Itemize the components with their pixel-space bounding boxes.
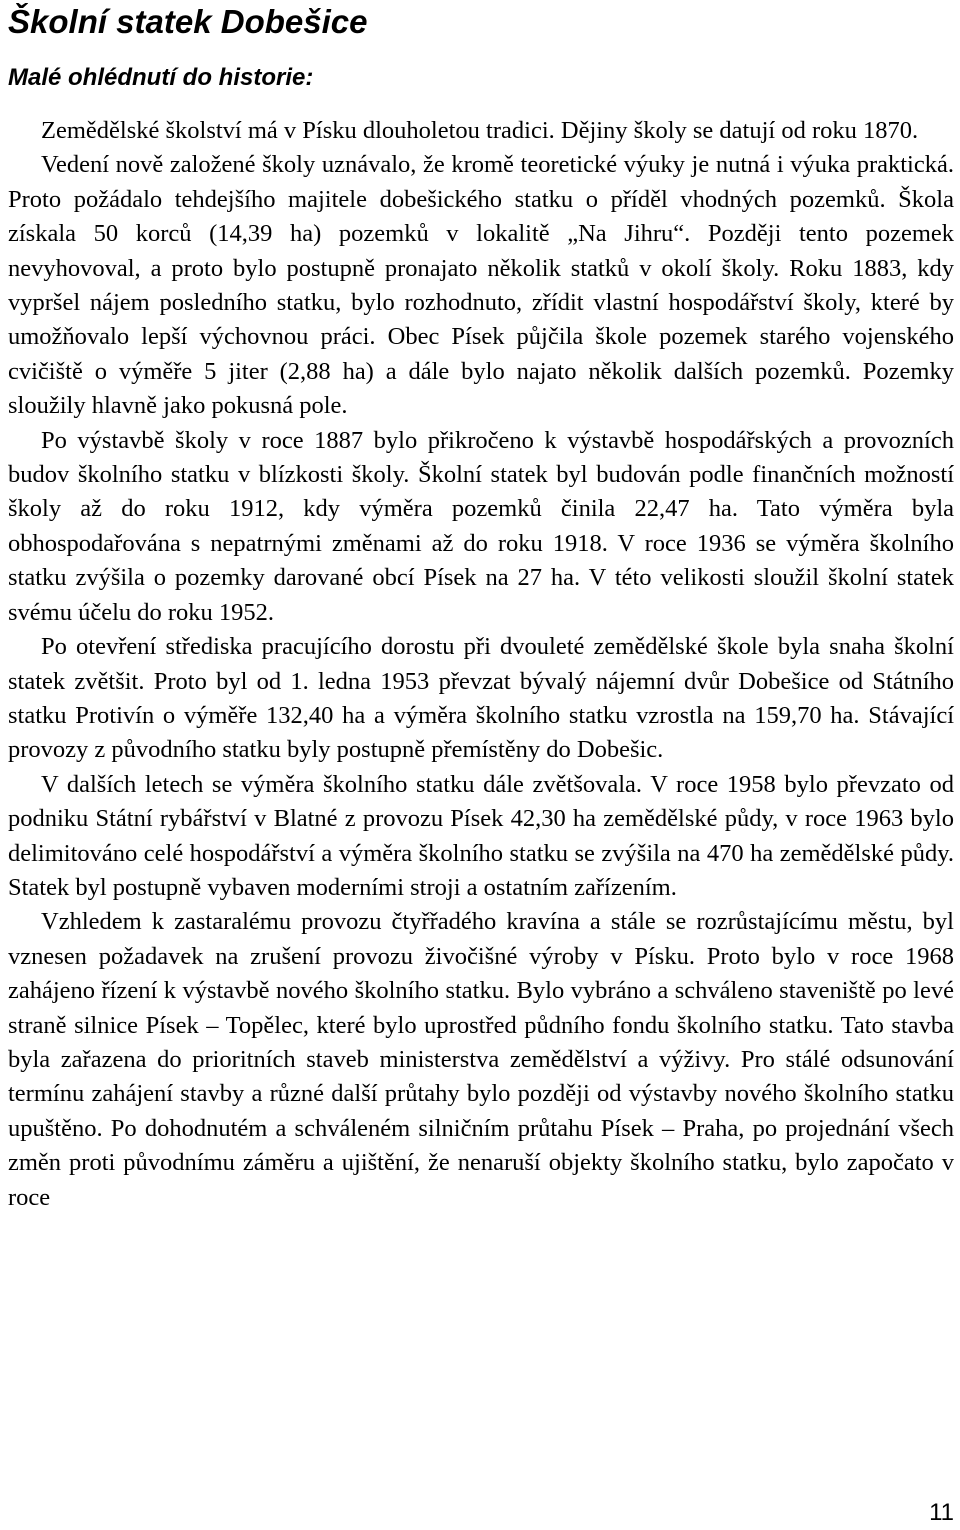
paragraph: Po výstavbě školy v roce 1887 bylo přikročeno k výstavbě hospodářských a provozních budov školního statku v blízkosti školy. Školní statek byl budován podle finančních možností školy až do roku 1912, kdy výměra pozemků činila 22,47 ha. Tato výměra byla obhospodařována s nepatrnými změnami až do roku 1918. V roce 1936 se výměra školního statku zvýšila o pozemky darované obcí Písek na 27 ha. V této velikosti sloužil školní statek svému účelu do roku 1952. — [8, 426, 954, 626]
document-title: Školní statek Dobešice — [8, 3, 368, 40]
paragraph: Zemědělské školství má v Písku dlouholetou tradici. Dějiny školy se datují od roku 1870. — [41, 117, 919, 144]
paragraph: Vedení nově založené školy uznávalo, že kromě teoretické výuky je nutná i výuka praktická. Proto požádalo tehdejšího majitele dobešického statku o příděl vhodných pozemků. Škola získala 50 korců (14,39 ha) pozemků v lokalitě „Na Jihru“. Později tento pozemek nevyhovoval, a proto bylo postupně pronajato několik statků v okolí školy. Roku 1883, kdy vypršel nájem posledního statku, bylo rozhodnuto, zřídit vlastní hospodářství školy, které by umožňovalo lepší výchovnou práci. Obec Písek půjčila škole pozemek starého vojenského cvičiště o výměře 5 jiter (2,88 ha) a dále bylo najato několik dalších pozemků. Pozemky sloužily hlavně jako pokusná pole. — [8, 151, 954, 420]
paragraph: Vzhledem k zastaralému provozu čtyřřadého kravína a stále se rozrůstajícímu městu, byl vznesen požadavek na zrušení provozu živočišné výroby v Písku. Proto bylo v roce 1968 zahájeno řízení k výstavbě nového školního statku. Bylo vybráno a schváleno staveniště po levé straně silnice Písek – Topělec, které bylo uprostřed půdního fondu školního statku. Tato stavba byla zařazena do prioritních staveb ministerstva zemědělství a výživy. Pro stálé odsunování termínu zahájení stavby a různé další průtahy bylo později od výstavby nového školního statku upuštěno. Po dohodnutém a schváleném silničním průtahu Písek – Praha, po projednání všech změn proti původnímu záměru a ujištění, že nenaruší objekty školního statku, bylo započato v roce — [8, 908, 954, 1211]
page-number: 11 — [929, 1499, 954, 1526]
document-subtitle: Malé ohlédnutí do historie: — [8, 64, 314, 91]
document-body — [8, 114, 954, 1215]
paragraph: Po otevření střediska pracujícího dorostu při dvouleté zemědělské škole byla snaha školní statek zvětšit. Proto byl od 1. ledna 1953 převzat bývalý nájemní dvůr Dobešice od Státního statku Protivín o výměře 132,40 ha a výměra školního statku vzrostla na 159,70 ha. Stávající provozy z původního statku byly postupně přemístěny do Dobešic. — [8, 633, 954, 764]
paragraph: V dalších letech se výměra školního statku dále zvětšovala. V roce 1958 bylo převzato od podniku Státní rybářství v Blatné z provozu Písek 42,30 ha zemědělské půdy, v roce 1963 bylo delimitováno celé hospodářství a výměra školního statku se zvýšila na 470 ha zemědělské půdy. Statek byl postupně vybaven moderními stroji a ostatním zařízením. — [8, 770, 954, 901]
